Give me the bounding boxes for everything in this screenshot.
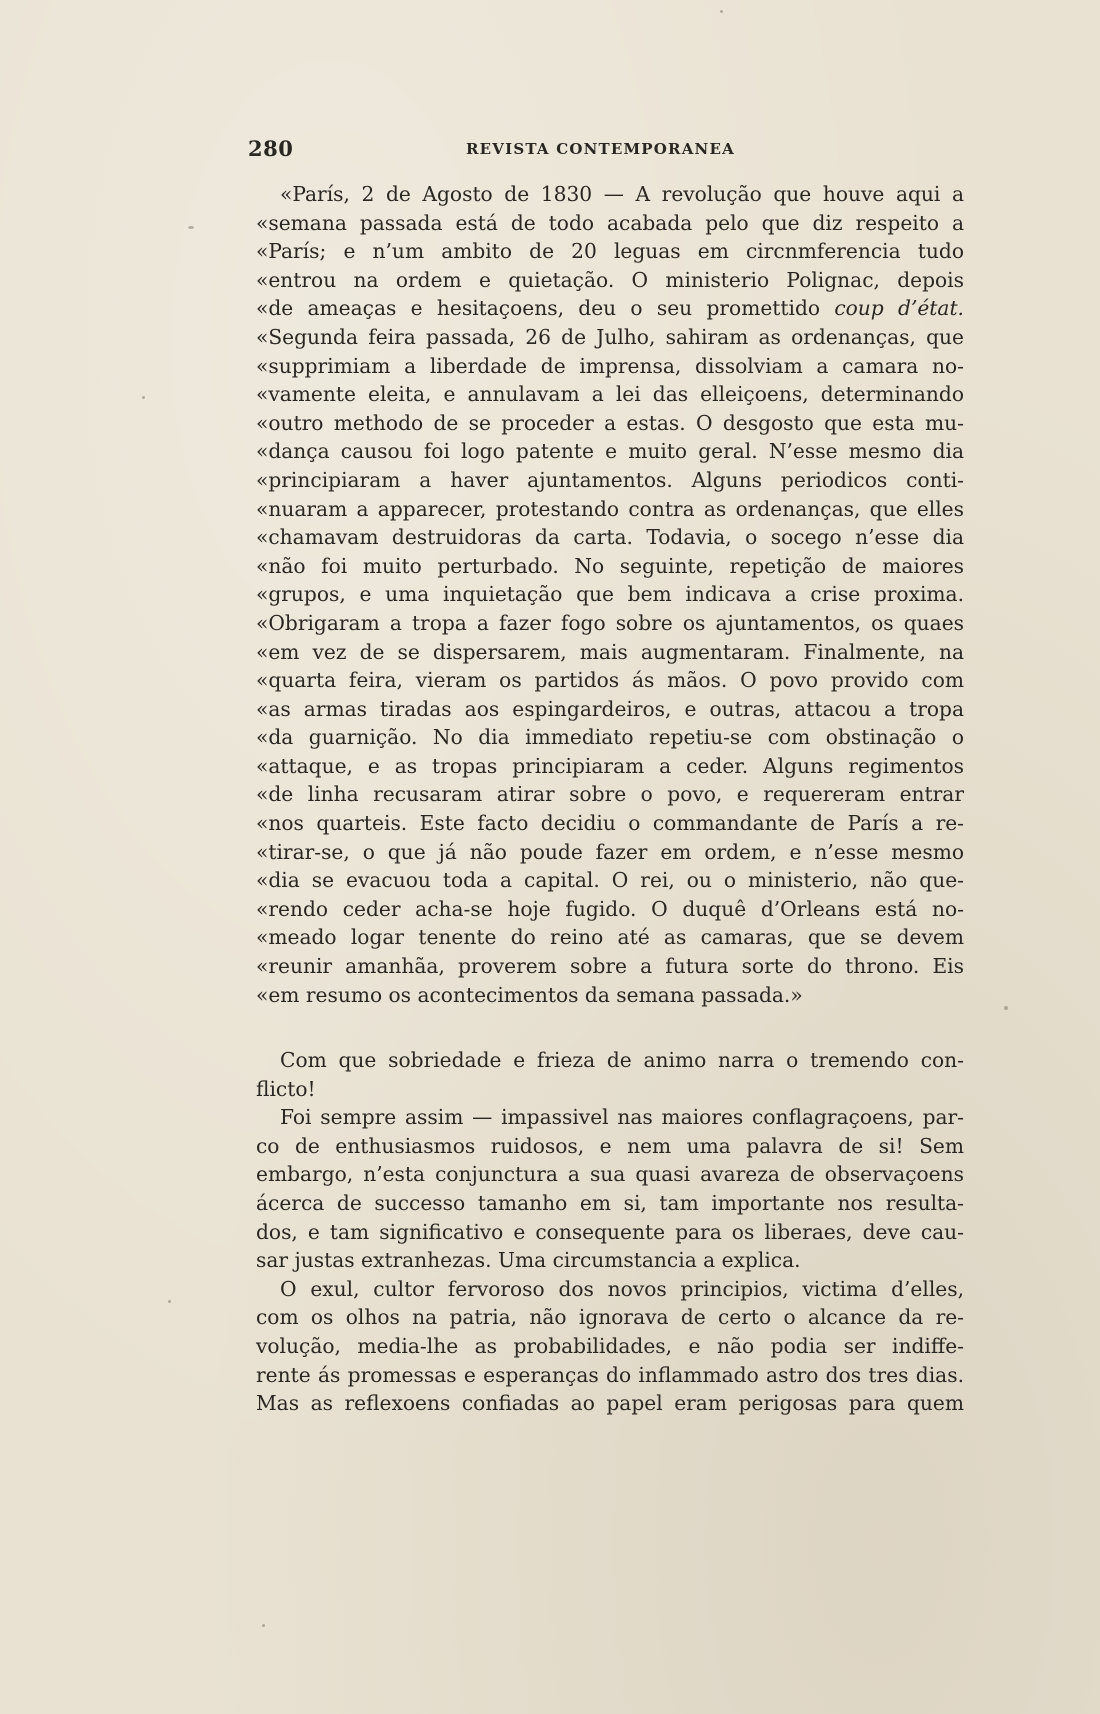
body-line: Com que sobriedade e frieza de animo narra o tremendo con- xyxy=(280,1048,964,1072)
letter-line: «vamente eleita, e annulavam a lei das elleiçoens, determinando xyxy=(256,382,964,407)
letter-line: «Obrigaram a tropa a fazer fogo sobre os ajuntamentos, os quaes xyxy=(256,610,964,635)
letter-line: «Segunda feira passada, 26 de Julho, sahiram as ordenanças, que xyxy=(256,324,964,349)
letter-line-text: «de ameaças e hesitaçoens, deu o seu promettido xyxy=(256,296,821,321)
letter-line: «chamavam destruidoras da carta. Todavia, o socego n’esse dia xyxy=(256,525,964,550)
letter-line: «entrou na ordem e quietação. O ministerio Polignac, depois xyxy=(256,267,964,292)
letter-line: «reunir amanhãa, proverem sobre a futura sorte do throno. Eis xyxy=(256,954,964,979)
letter-line: «nuaram a apparecer, protestando contra as ordenanças, que elles xyxy=(256,496,964,521)
letter-line: «grupos, e uma inquietação que bem indicava a crise proxima. xyxy=(256,582,964,607)
letter-line: «París, 2 de Agosto de 1830 — A revolução que houve aqui a xyxy=(280,182,964,206)
letter-line: «quarta feira, vieram os partidos ás mãos. O povo provido com xyxy=(256,668,964,693)
body-line: flicto! xyxy=(256,1076,316,1101)
letter-line: «não foi muito perturbado. No seguinte, repetição de maiores xyxy=(256,553,964,578)
letter-line: «da guarnição. No dia immediato repetiu-se com obstinação o xyxy=(256,725,964,750)
running-title: REVISTA CONTEMPORANEA xyxy=(466,140,735,158)
body-line: dos, e tam significativo e consequente para os liberaes, deve cau- xyxy=(256,1219,964,1244)
body-line: volução, media-lhe as probabilidades, e não podia ser indiffe- xyxy=(256,1333,964,1358)
letter-line: «dança causou foi logo patente e muito geral. N’esse mesmo dia xyxy=(256,439,964,464)
italic-phrase: coup d’état. xyxy=(834,296,964,321)
body-line: rente ás promessas e esperanças do inflammado astro dos tres dias. xyxy=(256,1362,964,1387)
letter-line: «de linha recusaram atirar sobre o povo, e requereram entrar xyxy=(256,782,964,807)
letter-line: «nos quarteis. Este facto decidiu o commandante de París a re- xyxy=(256,811,964,836)
letter-line: «em vez de se dispersarem, mais augmentaram. Finalmente, na xyxy=(256,639,964,664)
paper-speck xyxy=(720,10,723,13)
letter-line: «supprimiam a liberdade de imprensa, dissolviam a camara no- xyxy=(256,353,964,378)
letter-line-with-italic xyxy=(256,294,964,323)
body-line: ácerca de successo tamanho em si, tam importante nos resulta- xyxy=(256,1190,964,1215)
letter-line: «attaque, e as tropas principiaram a ceder. Alguns regimentos xyxy=(256,753,964,778)
letter-line: «dia se evacuou toda a capital. O rei, ou o ministerio, não que- xyxy=(256,868,964,893)
body-line: sar justas extranhezas. Uma circumstancia a explica. xyxy=(256,1248,801,1273)
letter-line: «principiaram a haver ajuntamentos. Alguns periodicos conti- xyxy=(256,467,964,492)
body-line: embargo, n’esta conjunctura a sua quasi avareza de observaçoens xyxy=(256,1162,964,1187)
letter-line: «semana passada está de todo acabada pelo que diz respeito a xyxy=(256,210,964,235)
page-number: 280 xyxy=(248,136,294,161)
paper-speck xyxy=(142,396,145,399)
letter-line: «París; e n’um ambito de 20 leguas em circnmferencia tudo xyxy=(256,239,964,264)
body-line: O exul, cultor fervoroso dos novos principios, victima d’elles, xyxy=(280,1276,964,1301)
letter-line: «em resumo os acontecimentos da semana passada.» xyxy=(256,982,803,1007)
page-header xyxy=(248,136,968,162)
commentary-text xyxy=(256,1046,964,1418)
body-line: com os olhos na patria, não ignorava de certo o alcance da re- xyxy=(256,1305,964,1330)
body-line: Foi sempre assim — impassivel nas maiores conflagraçoens, par- xyxy=(280,1105,964,1130)
quoted-letter xyxy=(256,180,964,1009)
paper-speck xyxy=(262,1624,265,1627)
body-line: Mas as reflexoens confiadas ao papel eram perigosas para quem xyxy=(256,1391,964,1416)
letter-line: «outro methodo de se proceder a estas. O desgosto que esta mu- xyxy=(256,410,964,435)
letter-line: «as armas tiradas aos espingardeiros, e outras, attacou a tropa xyxy=(256,696,964,721)
letter-line: «tirar-se, o que já não poude fazer em ordem, e n’esse mesmo xyxy=(256,839,964,864)
letter-line: «meado logar tenente do reino até as camaras, que se devem xyxy=(256,925,964,950)
paper-speck xyxy=(168,1300,171,1303)
paper-speck xyxy=(188,226,194,229)
body-line: co de enthusiasmos ruidosos, e nem uma palavra de si! Sem xyxy=(256,1133,964,1158)
letter-line: «rendo ceder acha-se hoje fugido. O duquê d’Orleans está no- xyxy=(256,896,964,921)
paper-speck xyxy=(1004,1006,1008,1010)
